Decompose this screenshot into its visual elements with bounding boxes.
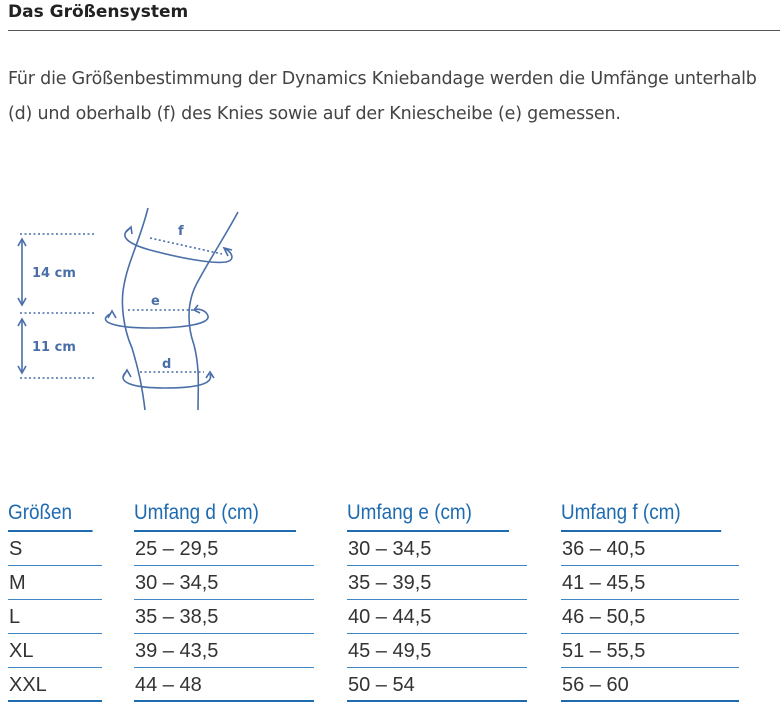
measure-ring-e xyxy=(105,309,208,328)
table-cell: 30 – 34,5 xyxy=(134,566,314,600)
column-header: Umfang d (cm) xyxy=(134,500,296,532)
table-cell: 45 – 49,5 xyxy=(347,634,527,668)
table-column-umfang-f xyxy=(561,500,739,702)
column-header: Umfang e (cm) xyxy=(347,500,509,532)
table-column-umfang-d xyxy=(134,500,314,702)
table-cell: 40 – 44,5 xyxy=(347,600,527,634)
table-cell: XXL xyxy=(8,668,102,702)
intro-paragraph: Für die Größenbestimmung der Dynamics Kniebandage werden die Umfänge unterhalb (d) und oberhalb (f) des Knies sowie auf der Kniescheibe (e) gemessen. xyxy=(8,69,757,124)
table-cell: 36 – 40,5 xyxy=(561,532,739,566)
page-title: Das Größensystem xyxy=(8,2,780,31)
table-cell: 56 – 60 xyxy=(561,668,739,702)
table-cell: 35 – 38,5 xyxy=(134,600,314,634)
table-cell: L xyxy=(8,600,102,634)
table-column-sizes xyxy=(8,500,102,702)
table-cell: S xyxy=(8,532,102,566)
column-header: Größen xyxy=(8,500,93,532)
table-cell: 41 – 45,5 xyxy=(561,566,739,600)
table-cell: M xyxy=(8,566,102,600)
table-cell: 46 – 50,5 xyxy=(561,600,739,634)
table-column-umfang-e xyxy=(347,500,527,702)
column-header: Umfang f (cm) xyxy=(561,500,721,532)
table-cell: XL xyxy=(8,634,102,668)
table-cell: 44 – 48 xyxy=(134,668,314,702)
table-cell: 35 – 39,5 xyxy=(347,566,527,600)
label-14cm: 14 cm xyxy=(32,266,76,281)
table-cell: 30 – 34,5 xyxy=(347,532,527,566)
label-d: d xyxy=(162,357,172,372)
table-cell: 51 – 55,5 xyxy=(561,634,739,668)
label-11cm: 11 cm xyxy=(32,340,76,355)
table-cell: 50 – 54 xyxy=(347,668,527,702)
knee-measurement-diagram xyxy=(0,200,260,420)
label-e: e xyxy=(151,294,160,309)
label-f: f xyxy=(178,224,184,239)
table-cell: 39 – 43,5 xyxy=(134,634,314,668)
table-cell: 25 – 29,5 xyxy=(134,532,314,566)
